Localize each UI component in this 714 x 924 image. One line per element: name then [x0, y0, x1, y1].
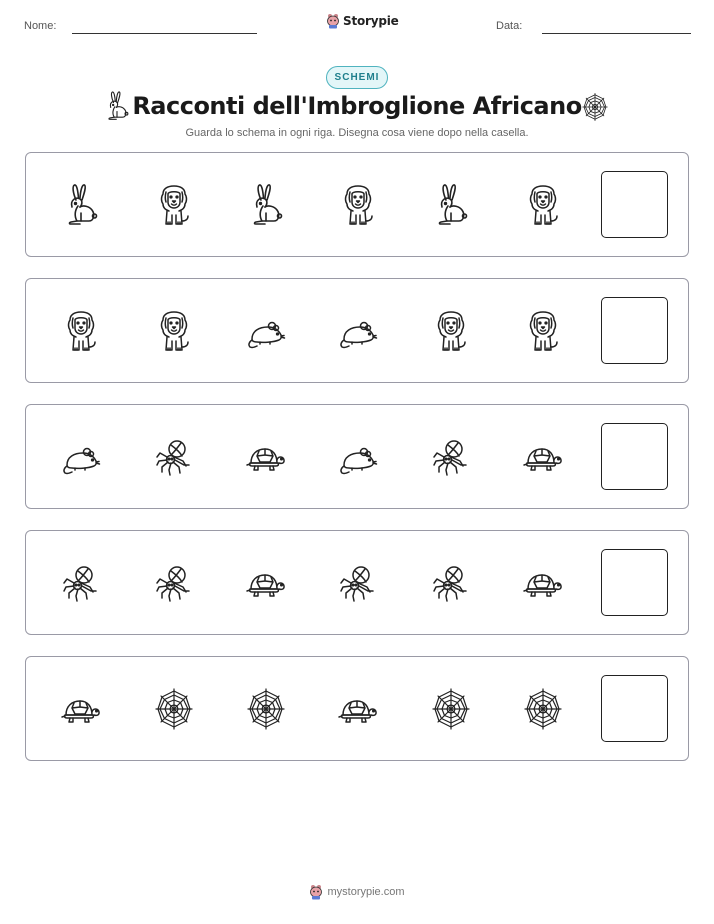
mouse-icon	[60, 435, 102, 479]
storypie-mascot-icon	[326, 13, 340, 29]
spiderweb-icon	[522, 687, 564, 731]
spider-icon	[337, 561, 379, 605]
lion-icon	[153, 183, 195, 227]
answer-box[interactable]	[601, 297, 668, 364]
spider-icon	[60, 561, 102, 605]
answer-box[interactable]	[601, 675, 668, 742]
page-title: Racconti dell'Imbroglione Africano	[132, 92, 582, 120]
footer-url[interactable]: mystorypie.com	[327, 886, 405, 898]
turtle-icon	[522, 561, 564, 605]
rabbit-icon	[245, 183, 287, 227]
category-badge: SCHEMI	[326, 66, 388, 89]
spider-icon	[430, 561, 472, 605]
rabbit-icon	[430, 183, 472, 227]
storypie-mascot-icon	[309, 884, 323, 900]
turtle-icon	[60, 687, 102, 731]
lion-icon	[337, 183, 379, 227]
answer-box[interactable]	[601, 549, 668, 616]
name-label: Nome:	[24, 20, 57, 32]
spider-icon	[430, 435, 472, 479]
mouse-icon	[337, 435, 379, 479]
turtle-icon	[245, 435, 287, 479]
answer-box[interactable]	[601, 423, 668, 490]
pattern-row-2	[25, 278, 689, 383]
spiderweb-icon	[153, 687, 195, 731]
mouse-icon	[245, 309, 287, 353]
instructions: Guarda lo schema in ogni riga. Disegna cosa viene dopo nella casella.	[185, 127, 529, 139]
turtle-icon	[245, 561, 287, 605]
spiderweb-icon	[430, 687, 472, 731]
spiderweb-icon	[245, 687, 287, 731]
pattern-row-1	[25, 152, 689, 257]
footer	[0, 884, 714, 900]
mouse-icon	[337, 309, 379, 353]
lion-icon	[430, 309, 472, 353]
title-spiderweb-icon	[580, 92, 610, 122]
brand-name: Storypie	[343, 14, 399, 28]
date-label: Data:	[496, 20, 523, 32]
lion-icon	[522, 183, 564, 227]
pattern-row-3	[25, 404, 689, 509]
spider-icon	[153, 561, 195, 605]
lion-icon	[60, 309, 102, 353]
date-line[interactable]	[542, 33, 691, 34]
turtle-icon	[522, 435, 564, 479]
answer-box[interactable]	[601, 171, 668, 238]
pattern-row-4	[25, 530, 689, 635]
spider-icon	[153, 435, 195, 479]
lion-icon	[522, 309, 564, 353]
pattern-row-5	[25, 656, 689, 761]
brand-logo	[326, 13, 399, 29]
rabbit-icon	[60, 183, 102, 227]
lion-icon	[153, 309, 195, 353]
turtle-icon	[337, 687, 379, 731]
name-line[interactable]	[72, 33, 257, 34]
